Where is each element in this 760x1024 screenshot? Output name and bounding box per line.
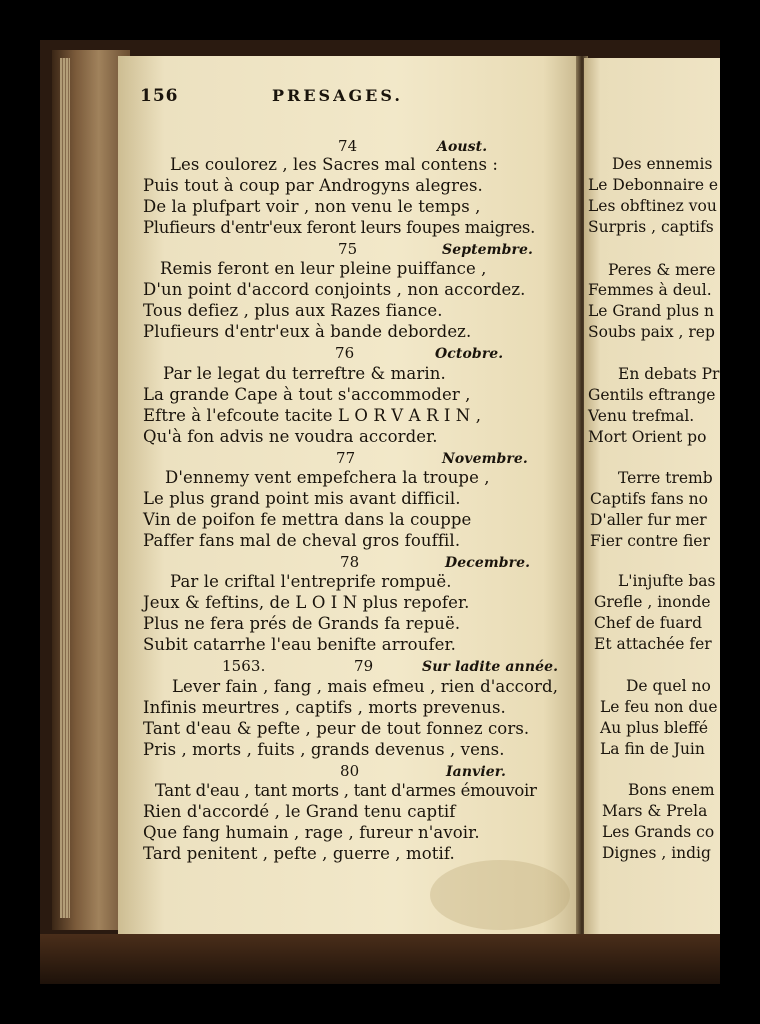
facing-line: Captifs fans no [590, 490, 708, 508]
verse-line: Paffer fans mal de cheval gros fouffil. [143, 531, 461, 550]
stanza-month: Sur ladite année. [422, 659, 559, 675]
facing-line: Venu trefmal. [588, 407, 695, 425]
verse-line: Plufieurs d'entr'eux feront leurs foupes maigres. [143, 218, 536, 237]
facing-line: Grefle , inonde [594, 593, 711, 611]
verse-line: Puis tout à coup par Androgyns alegres. [143, 176, 483, 195]
verse-line: Les coulorez , les Sacres mal contens : [170, 155, 499, 174]
verse-line: Infinis meurtres , captifs , morts prevenus. [143, 698, 506, 717]
verse-line: Que fang humain , rage , fureur n'avoir. [143, 823, 480, 842]
verse-line: Tant d'eau & pefte , peur de tout fonnez cors. [143, 719, 530, 738]
verse-line: Subit catarrhe l'eau benifte arroufer. [143, 635, 457, 654]
stanza-number: 76 [335, 344, 355, 362]
verse-line: De la plufpart voir , non venu le temps , [143, 197, 481, 216]
stanza-number: 79 [354, 657, 374, 675]
verse-line: Lever fain , fang , mais efmeu , rien d'accord, [172, 677, 559, 696]
facing-line: Mort Orient po [588, 428, 707, 446]
facing-line: Le Debonnaire e [588, 176, 719, 194]
facing-line: Terre tremb [618, 469, 713, 487]
facing-line: En debats Pr [618, 365, 720, 383]
verse-line: Remis feront en leur pleine puiffance , [160, 259, 487, 278]
stanza-month: Ianvier. [446, 764, 506, 780]
facing-line: Surpris , captifs [588, 218, 714, 236]
verse-line: Vin de poifon fe mettra dans la couppe [143, 510, 472, 529]
verse-line: Tard penitent , pefte , guerre , motif. [143, 844, 455, 863]
facing-line: Gentils eftrange [588, 386, 716, 404]
verse-line: Eftre à l'efcoute tacite L O R V A R I N , [143, 406, 482, 425]
stanza-number: 78 [340, 553, 360, 571]
facing-line: Chef de fuard [594, 614, 702, 632]
verse-line: Tant d'eau , tant morts , tant d'armes émouvoir [155, 781, 537, 800]
stanza-number: 80 [340, 762, 360, 780]
stanza-month: Octobre. [435, 346, 504, 362]
facing-line: Et attachée fer [594, 635, 712, 653]
facing-line: Fier contre fier [590, 532, 710, 550]
facing-line: Le Grand plus n [588, 302, 714, 320]
facing-line: Bons enem [628, 781, 715, 799]
stanza-number: 77 [336, 449, 356, 467]
verse-line: Par le legat du terreftre & marin. [163, 364, 446, 383]
facing-line: Femmes à deul. [588, 281, 712, 299]
stanza-month: Septembre. [442, 242, 533, 258]
running-title: PRESAGES. [272, 86, 403, 105]
facing-line: Soubs paix , rep [588, 323, 715, 341]
stanza-number: 75 [338, 240, 358, 258]
facing-line: Au plus bleffé [600, 719, 709, 737]
verse-line: Pris , morts , fuits , grands devenus , vens. [143, 740, 505, 759]
verse-line: Jeux & feftins, de L O I N plus repofer. [143, 593, 470, 612]
verse-line: La grande Cape à tout s'accommoder , [143, 385, 471, 404]
facing-line: Dignes , indig [602, 844, 711, 862]
facing-line: Mars & Prela [602, 802, 708, 820]
page-edges [60, 58, 70, 918]
facing-line: La fin de Juin [600, 740, 705, 758]
facing-line: Les Grands co [602, 823, 715, 841]
page-number: 156 [140, 86, 179, 106]
facing-line: De quel no [626, 677, 711, 695]
facing-page-text [584, 58, 720, 938]
verse-line: Plus ne fera prés de Grands fa repuë. [143, 614, 461, 633]
stanza-number: 74 [338, 137, 358, 155]
stanza-month: Decembre. [445, 555, 531, 571]
stanza-month: Aoust. [437, 139, 488, 155]
stanza-year: 1563. [222, 657, 266, 675]
verse-line: D'ennemy vent empefchera la troupe , [165, 468, 490, 487]
facing-line: Des ennemis [612, 155, 713, 173]
stanza-month: Novembre. [442, 451, 528, 467]
facing-line: L'injufte bas [618, 572, 716, 590]
verse-line: Rien d'accordé , le Grand tenu captif [143, 802, 456, 821]
paper-stain [430, 860, 570, 930]
verse-line: Tous defiez , plus aux Razes fiance. [143, 301, 443, 320]
verse-line: Le plus grand point mis avant difficil. [143, 489, 461, 508]
facing-line: Les obftinez vou [588, 197, 717, 215]
facing-line: Le feu non due [600, 698, 718, 716]
verse-line: Qu'à fon advis ne voudra accorder. [143, 427, 438, 446]
book-bottom-board [40, 934, 720, 984]
facing-line: Peres & mere [608, 261, 716, 279]
verse-line: Plufieurs d'entr'eux à bande debordez. [143, 322, 472, 341]
facing-line: D'aller fur mer [590, 511, 707, 529]
verse-line: D'un point d'accord conjoints , non accordez. [143, 280, 526, 299]
verse-line: Par le criftal l'entreprife rompuë. [170, 572, 452, 591]
